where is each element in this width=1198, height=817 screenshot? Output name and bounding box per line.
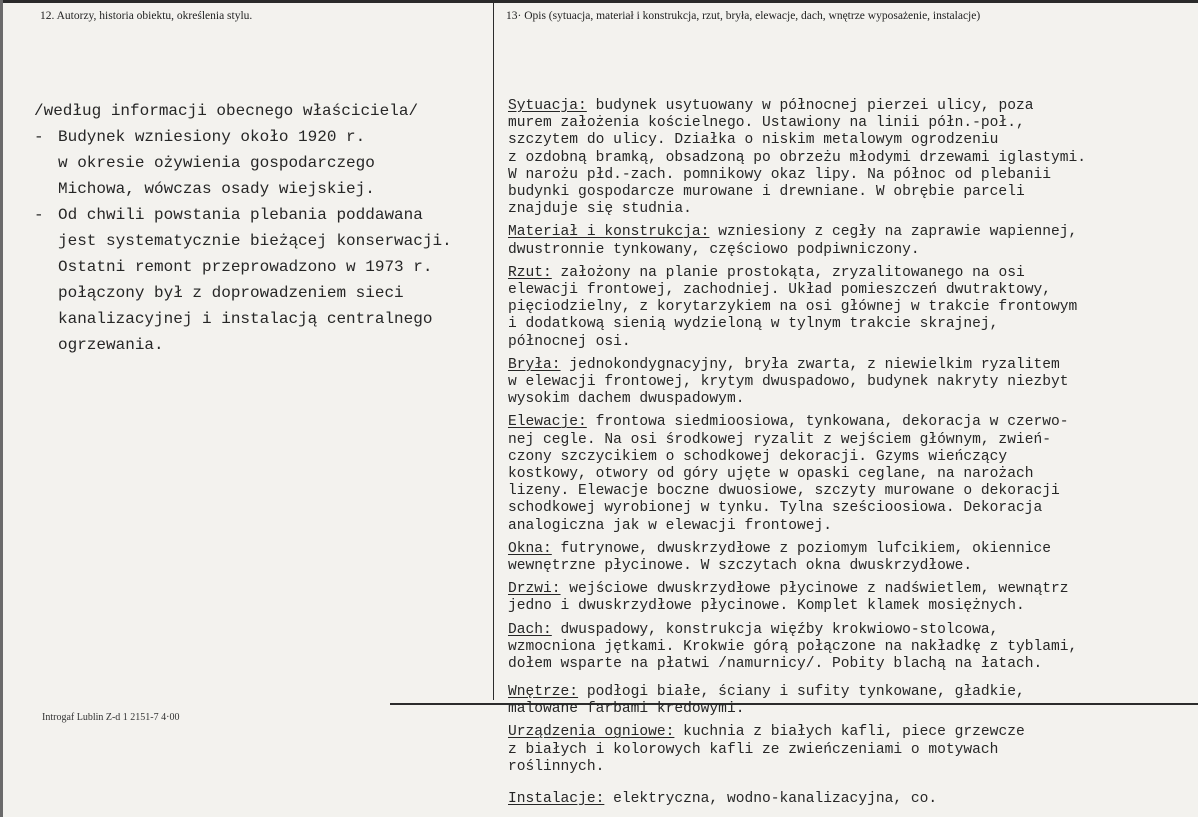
section-text: futrynowe, dwuskrzydłowe z poziomym lufcikiem, okiennice bbox=[551, 540, 1051, 557]
text-line: kanalizacyjnej i instalacją centralnego bbox=[58, 310, 433, 328]
top-border bbox=[0, 0, 1198, 3]
text-line: w okresie ożywienia gospodarczego bbox=[58, 154, 375, 172]
text-line: w elewacji frontowej, krytym dwuspadowo, budynek nakryty niezbyt bbox=[508, 374, 1069, 391]
text-line: Budynek wzniesiony około 1920 r. bbox=[58, 128, 366, 146]
section-text: założony na planie prostokąta, zryzalitowanego na osi bbox=[551, 264, 1025, 281]
text-line: kostkowy, otwory od góry ujęte w opaski ceglane, na narożach bbox=[508, 466, 1034, 483]
text-line: budynki gospodarcze murowane i drewniane. W obrębie parceli bbox=[508, 184, 1025, 201]
left-column-text bbox=[34, 98, 474, 358]
section-heading: Drzwi: bbox=[508, 581, 561, 598]
section-okna bbox=[508, 541, 1188, 575]
section-heading: Urządzenia ogniowe: bbox=[508, 724, 675, 741]
text-line: z białych i kolorowych kafli ze zwieńczeniami o motywach bbox=[508, 741, 999, 758]
bottom-column-text bbox=[508, 684, 1188, 814]
text-line: i dodatkową sienią wydzieloną w tylnym trakcie skrajnej, bbox=[508, 316, 999, 333]
text-line: północnej osi. bbox=[508, 333, 631, 350]
text-line: roślinnych. bbox=[508, 758, 605, 775]
text-line: dwustronnie tynkowany, częściowo podpiwniczony. bbox=[508, 241, 920, 258]
section-urzadzenia-ogniowe bbox=[508, 724, 1188, 776]
list-item-body bbox=[58, 202, 474, 358]
column-divider bbox=[493, 0, 494, 700]
section-sytuacja bbox=[508, 98, 1188, 218]
text-line: schodkowej wyrobionej w tynku. Tylna sześcioosiowa. Dekoracja bbox=[508, 500, 1043, 517]
text-line: Michowa, wówczas osady wiejskiej. bbox=[58, 180, 375, 198]
text-line: lizeny. Elewacje boczne dwuosiowe, szczyty murowane o dekoracji bbox=[508, 483, 1060, 500]
section-text: frontowa siedmioosiowa, tynkowana, dekoracja w czerwo- bbox=[586, 414, 1069, 431]
list-item bbox=[34, 124, 474, 202]
list-item bbox=[34, 202, 474, 358]
text-line: pięciodzielny, z korytarzykiem na osi głównej w trakcie frontowym bbox=[508, 299, 1078, 316]
section-text: jednokondygnacyjny, bryła zwarta, z niewielkim ryzalitem bbox=[560, 356, 1060, 373]
section-material bbox=[508, 224, 1188, 258]
text-line: nej cegle. Na osi środkowej ryzalit z wejściem głównym, zwień- bbox=[508, 431, 1051, 448]
text-line: szczytem do ulicy. Działka o niskim metalowym ogrodzeniu bbox=[508, 132, 999, 149]
section-heading: Sytuacja: bbox=[508, 98, 587, 114]
text-line: dołem wsparte na płatwi /namurnicy/. Pobity blachą na łatach. bbox=[508, 656, 1043, 673]
section-text: dwuspadowy, konstrukcja więźby krokwiowo-stolcowa, bbox=[551, 621, 999, 638]
section-rzut bbox=[508, 265, 1188, 351]
intro-line: /według informacji obecnego właściciela/ bbox=[34, 102, 419, 120]
section-text: kuchnia z białych kafli, piece grzewcze bbox=[674, 724, 1025, 741]
right-column-text bbox=[508, 98, 1188, 679]
text-line: murem założenia kościelnego. Ustawiony na linii półn.-poł., bbox=[508, 115, 1025, 132]
section-wnetrze bbox=[508, 684, 1188, 718]
header-description: 13· Opis (sytuacja, materiał i konstrukcja, rzut, bryła, elewacje, dach, wnętrze wyposażenie, instalacje) bbox=[506, 10, 981, 22]
section-bryla bbox=[508, 357, 1188, 409]
text-line: wysokim dachem dwuspadowym. bbox=[508, 391, 745, 408]
dash-marker: - bbox=[34, 206, 44, 224]
text-line: analogiczna jak w elewacji frontowej. bbox=[508, 517, 833, 534]
section-text: podłogi białe, ściany i sufity tynkowane, gładkie, bbox=[578, 684, 1025, 700]
section-text: elektryczna, wodno-kanalizacyjna, co. bbox=[604, 791, 938, 808]
section-instalacje bbox=[508, 791, 1188, 808]
text-line: W narożu płd.-zach. pomnikowy okaz lipy. Na północ od plebanii bbox=[508, 166, 1051, 183]
text-line: Ostatni remont przeprowadzono w 1973 r. bbox=[58, 258, 433, 276]
list-item-body bbox=[58, 124, 474, 202]
text-line: wewnętrzne płycinowe. W szczytach okna dwuskrzydłowe. bbox=[508, 558, 973, 575]
section-drzwi bbox=[508, 581, 1188, 615]
printer-imprint: Introgaf Lublin Z-d 1 2151-7 4·00 bbox=[42, 712, 180, 723]
dash-marker: - bbox=[34, 128, 44, 146]
section-heading: Instalacje: bbox=[508, 791, 605, 808]
text-line: jedno i dwuskrzydłowe płycinowe. Komplet klamek mosiężnych. bbox=[508, 598, 1025, 615]
section-text: budynek usytuowany w północnej pierzei ulicy, poza bbox=[586, 98, 1034, 114]
section-text: wzniesiony z cegły na zaprawie wapiennej, bbox=[709, 224, 1078, 241]
section-heading: Materiał i konstrukcja: bbox=[508, 224, 710, 241]
section-heading: Bryła: bbox=[508, 356, 561, 373]
text-line: jest systematycznie bieżącej konserwacji. bbox=[58, 232, 452, 250]
section-heading: Elewacje: bbox=[508, 414, 587, 431]
text-line: połączony był z doprowadzeniem sieci bbox=[58, 284, 404, 302]
text-line: ogrzewania. bbox=[58, 336, 164, 354]
section-text: wejściowe dwuskrzydłowe płycinowe z nadświetlem, wewnątrz bbox=[560, 581, 1069, 598]
left-border bbox=[0, 0, 3, 817]
text-line: Od chwili powstania plebania poddawana bbox=[58, 206, 423, 224]
text-line: z ozdobną bramką, obsadzoną po obrzeżu młodymi drzewami iglastymi. bbox=[508, 149, 1087, 166]
text-line: malowane farbami kredowymi. bbox=[508, 701, 745, 718]
header-authors-history: 12. Autorzy, historia obiektu, określenia stylu. bbox=[40, 10, 253, 22]
section-elewacje bbox=[508, 414, 1188, 534]
section-heading: Dach: bbox=[508, 621, 552, 638]
section-dach bbox=[508, 622, 1188, 674]
text-line: czony szczycikiem o schodkowej dekoracji. Gzyms wieńczący bbox=[508, 448, 1008, 465]
text-line: wzmocniona jętkami. Krokwie górą połączone na nakładkę z tyblami, bbox=[508, 638, 1078, 655]
section-heading: Wnętrze: bbox=[508, 684, 579, 700]
section-heading: Rzut: bbox=[508, 264, 552, 281]
section-heading: Okna: bbox=[508, 540, 552, 557]
text-line: znajduje się studnia. bbox=[508, 201, 692, 218]
text-line: elewacji frontowej, zachodniej. Układ pomieszczeń dwutraktowy, bbox=[508, 282, 1051, 299]
